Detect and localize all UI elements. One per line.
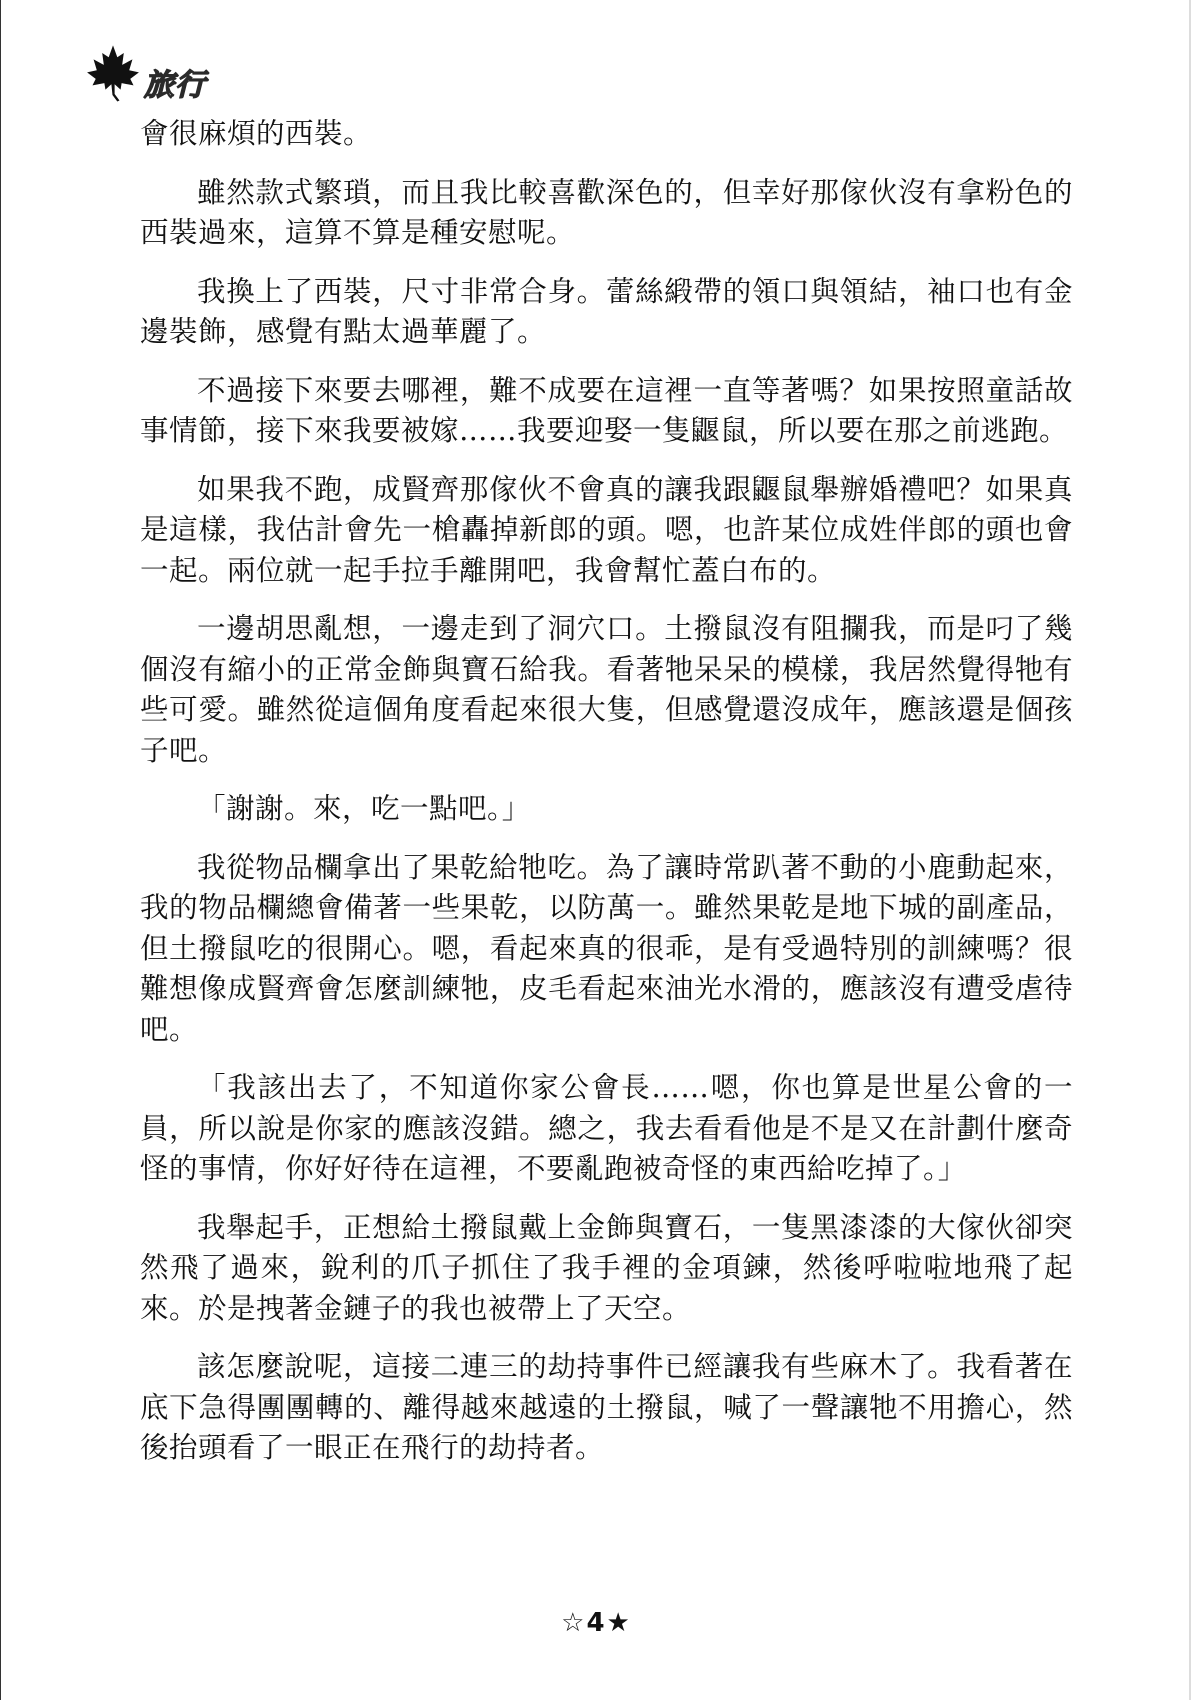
paragraph: 我換上了西裝，尺寸非常合身。蕾絲緞帶的領口與領結，袖口也有金邊裝飾，感覺有點太過華麗了。 xyxy=(140,274,1073,348)
paragraph: 雖然款式繁瑣，而且我比較喜歡深色的，但幸好那傢伙沒有拿粉色的西裝過來，這算不算是種安慰呢。 xyxy=(140,175,1073,249)
page-number: 4 xyxy=(586,1608,605,1638)
paragraph: 我舉起手，正想給土撥鼠戴上金飾與寶石，一隻黑漆漆的大傢伙卻突然飛了過來，銳利的爪子抓住了我手裡的金項鍊，然後呼啦啦地飛了起來。於是拽著金鏈子的我也被帶上了天空。 xyxy=(140,1210,1073,1325)
paragraph: 不過接下來要去哪裡，難不成要在這裡一直等著嗎？如果按照童話故事情節，接下來我要被嫁……我要迎娶一隻鼴鼠，所以要在那之前逃跑。 xyxy=(140,373,1073,447)
paragraph: 該怎麼說呢，這接二連三的劫持事件已經讓我有些麻木了。我看著在底下急得團團轉的、離得越來越遠的土撥鼠，喊了一聲讓牠不用擔心，然後抬頭看了一眼正在飛行的劫持者。 xyxy=(140,1350,1073,1464)
maple-leaf-icon xyxy=(86,44,140,104)
dialogue-line: 「謝謝。來，吃一點吧。」 xyxy=(197,792,531,825)
text-body xyxy=(140,114,1073,1487)
paragraph: 會很麻煩的西裝。 xyxy=(140,117,373,150)
page-edge xyxy=(0,0,1,1700)
paragraph: 我從物品欄拿出了果乾給牠吃。為了讓時常趴著不動的小鹿動起來，我的物品欄總會備著一些果乾，以防萬一。雖然果乾是地下城的副產品，但土撥鼠吃的很開心。嗯，看起來真的很乖，是有受過特別的訓練嗎？很難想像成賢齊會怎麼訓練牠，皮毛看起來油光水滑的，應該沒有遭受虐待吧。 xyxy=(140,850,1073,1046)
section-label: 旅行 xyxy=(144,68,206,103)
dialogue-line: 「我該出去了，不知道你家公會長……嗯，你也算是世星公會的一員，所以說是你家的應該沒錯。總之，我去看看他是不是又在計劃什麼奇怪的事情，你好好待在這裡，不要亂跑被奇怪的東西給吃掉了。」 xyxy=(140,1071,1073,1185)
paragraph: 如果我不跑，成賢齊那傢伙不會真的讓我跟鼴鼠舉辦婚禮吧？如果真是這樣，我估計會先一槍轟掉新郎的頭。嗯，也許某位成姓伴郎的頭也會一起。兩位就一起手拉手離開吧，我會幫忙蓋白布的。 xyxy=(140,472,1073,587)
filled-star-icon: ★ xyxy=(606,1608,630,1638)
page-footer xyxy=(0,1608,1191,1638)
hollow-star-icon: ☆ xyxy=(561,1608,585,1638)
paragraph: 一邊胡思亂想，一邊走到了洞穴口。土撥鼠沒有阻攔我，而是叼了幾個沒有縮小的正常金飾與寶石給我。看著牠呆呆的模樣，我居然覺得牠有些可愛。雖然從這個角度看起來很大隻，但感覺還沒成年，應該還是個孩子吧。 xyxy=(140,612,1073,767)
page-header xyxy=(86,42,206,106)
